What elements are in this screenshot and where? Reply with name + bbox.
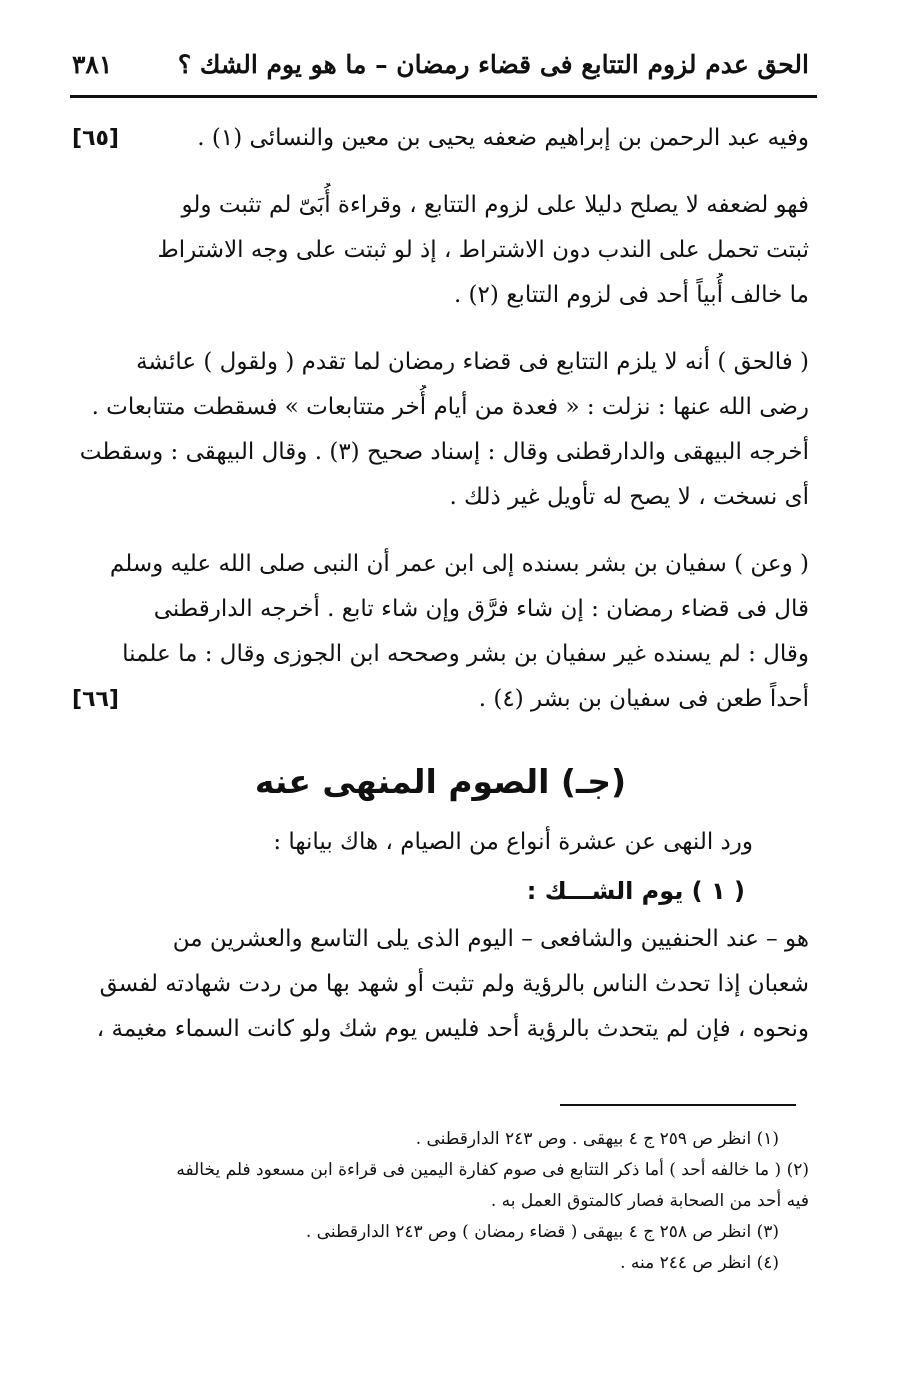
paragraph-line: فهو لضعفه لا يصلح دليلا على لزوم التتابع ، وقراءة أُبَىّ لم تثبت ولو [181, 192, 809, 218]
hadith-number-marker: [٦٥] [72, 126, 119, 151]
header-rule [70, 95, 817, 98]
footnote-1: (١) انظر ص ٢٥٩ ج ٤ بيهقى . وص ٢٤٣ الدارقطنى . [415, 1129, 779, 1149]
paragraph-line: وقال : لم يسنده غير سفيان بن بشر وصححه ابن الجوزى وقال : ما علمنا [122, 641, 809, 667]
running-title: الحق عدم لزوم التتابع فى قضاء رمضان – ما هو يوم الشك ؟ [177, 49, 809, 79]
paragraph-4 [72, 542, 809, 722]
running-head [72, 40, 809, 88]
paragraph-line: هو – عند الحنفيين والشافعى – اليوم الذى يلى التاسع والعشرين من [172, 926, 809, 952]
paragraph-line: قال فى قضاء رمضان : إن شاء فرَّق وإن شاء تابع . أخرجه الدارقطنى [153, 596, 809, 622]
paragraph-5 [72, 917, 809, 1052]
paragraph-line: رضى الله عنها : نزلت : « فعدة من أيام أُخر متتابعات » فسقطت متتابعات . [91, 394, 809, 420]
paragraph-line: ما خالف أُبياً أحد فى لزوم التتابع (٢) . [453, 282, 809, 308]
subsection-heading: ( ١ ) يوم الشـــك : [526, 877, 745, 905]
footnotes [72, 1124, 809, 1279]
paragraph-3 [72, 340, 809, 520]
section-intro: ورد النهى عن عشرة أنواع من الصيام ، هاك بيانها : [273, 829, 753, 855]
page-number: ٣٨١ [72, 49, 113, 79]
paragraph-line: أخرجه البيهقى والدارقطنى وقال : إسناد صحيح (٣) . وقال البيهقى : وسقطت [79, 439, 809, 465]
paragraph-2 [72, 183, 809, 318]
footnote-4: (٤) انظر ص ٢٤٤ منه . [620, 1253, 779, 1273]
footnote-2: (٢) ( ما خالفه أحد ) أما ذكر التتابع فى صوم كفارة اليمين فى قراءة ابن مسعود فلم يخالفه [176, 1160, 809, 1180]
main-text [72, 116, 809, 1074]
paragraph-line: أى نسخت ، لا يصح له تأويل غير ذلك . [449, 484, 809, 510]
paragraph-line: ونحوه ، فإن لم يتحدث بالرؤية أحد فليس يوم شك ولو كانت السماء مغيمة ، [96, 1016, 809, 1042]
paragraph-line: ثبتت تحمل على الندب دون الاشتراط ، إذ لو ثبتت على وجه الاشتراط [157, 237, 809, 263]
footnote-3: (٣) انظر ص ٢٥٨ ج ٤ بيهقى ( قضاء رمضان ) وص ٢٤٣ الدارقطنى . [305, 1222, 779, 1242]
footnote-rule [560, 1104, 796, 1106]
paragraph-line: وفيه عبد الرحمن بن إبراهيم ضعفه يحيى بن معين والنسائى (١) . [197, 125, 809, 151]
paragraph-line: ( فالحق ) أنه لا يلزم التتابع فى قضاء رمضان لما تقدم ( ولقول ) عائشة [136, 349, 809, 375]
hadith-number-marker: [٦٦] [72, 687, 119, 712]
paragraph-line: أحداً طعن فى سفيان بن بشر (٤) . [478, 686, 809, 712]
paragraph-line: شعبان إذا تحدث الناس بالرؤية ولم تثبت أو شهد بها من ردت شهادته لفسق [99, 971, 809, 997]
footnote-2-continued: فيه أحد من الصحابة فصار كالمتوق العمل به . [490, 1191, 809, 1211]
section-heading: (جـ) الصوم المنهى عنه [254, 762, 627, 801]
paragraph-1 [72, 116, 809, 161]
paragraph-line: ( وعن ) سفيان بن بشر بسنده إلى ابن عمر أن النبى صلى الله عليه وسلم [109, 551, 809, 577]
